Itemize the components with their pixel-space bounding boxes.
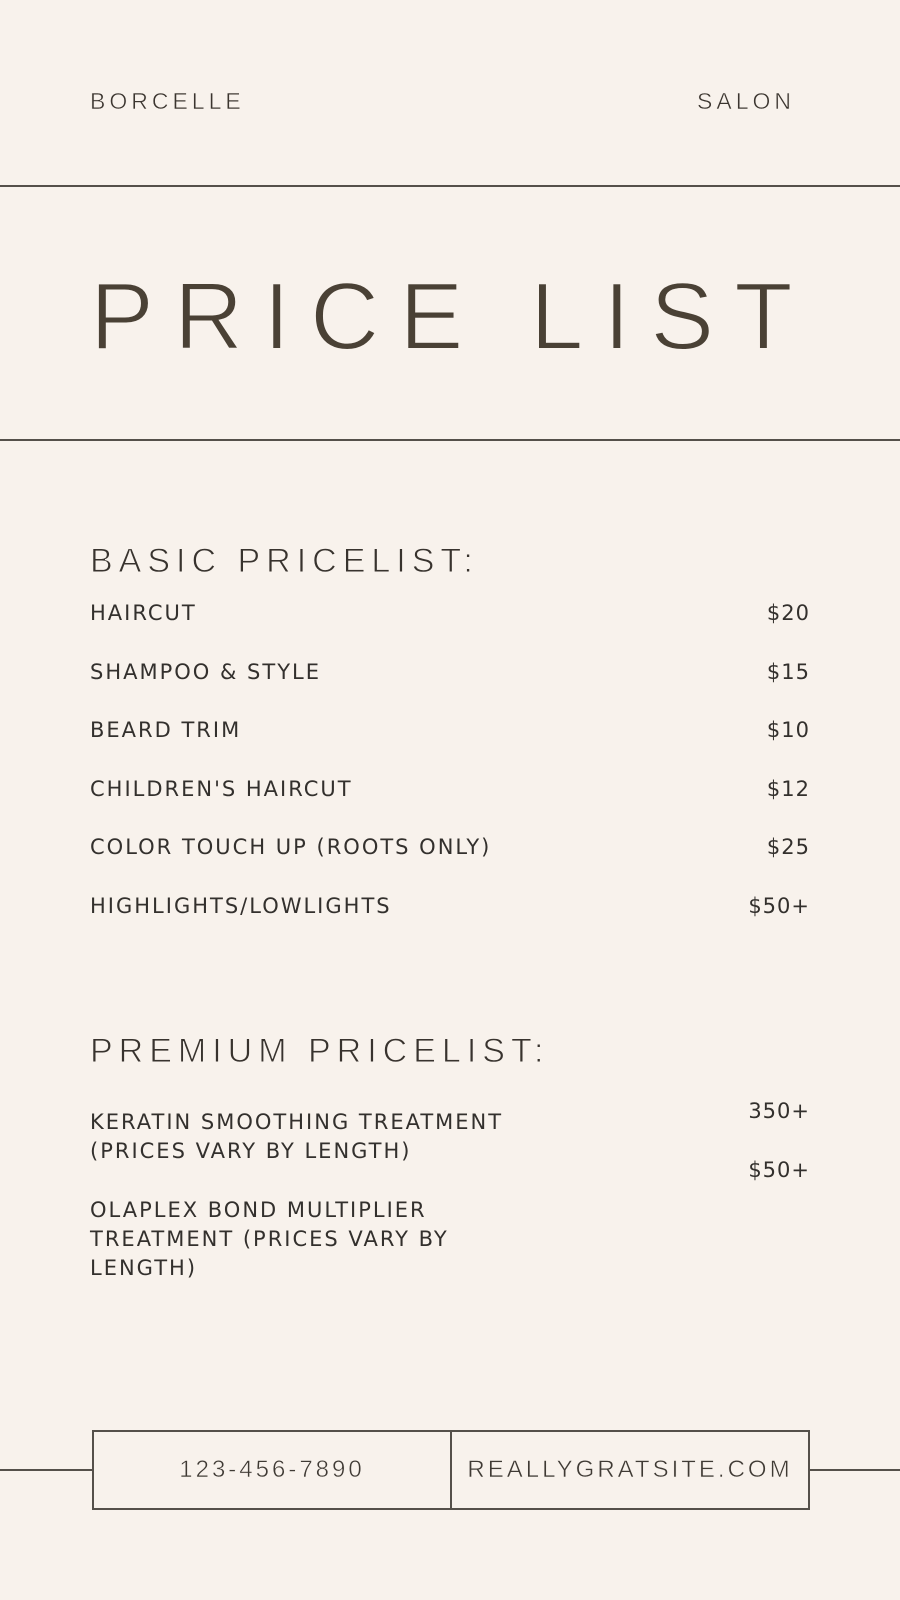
service-label: HIGHLIGHTS/LOWLIGHTS — [90, 893, 392, 918]
price-row — [90, 716, 810, 775]
service-price: $25 — [766, 835, 810, 859]
premium-section-heading: PREMIUM PRICELIST: — [90, 1032, 550, 1070]
service-label: BEARD TRIM — [90, 718, 242, 742]
footer-right-rule — [810, 1469, 900, 1471]
price-row — [90, 599, 810, 658]
service-label: KERATIN SMOOTHING TREATMENT (PRICES VARY BY LENGTH) — [90, 1110, 504, 1163]
service-label: CHILDREN'S HAIRCUT — [90, 776, 353, 801]
service-price: $15 — [766, 659, 810, 684]
service-label: HAIRCUT — [90, 601, 197, 625]
price-row — [90, 892, 810, 951]
premium-price-rows — [90, 1095, 810, 1315]
service-price: $50+ — [748, 1158, 810, 1182]
page-title: PRICE LIST — [90, 263, 813, 370]
service-price: $20 — [766, 601, 810, 625]
service-label: OLAPLEX BOND MULTIPLIER TREATMENT (PRICES VARY BY LENGTH) — [90, 1198, 449, 1280]
price-row — [90, 833, 810, 892]
service-price: $50+ — [748, 893, 810, 918]
title-divider — [0, 439, 900, 441]
phone-number: 123-456-7890 — [179, 1456, 365, 1483]
price-row — [90, 775, 810, 834]
brand-name: BORCELLE — [90, 88, 245, 114]
price-row — [90, 658, 810, 717]
footer-contact-box — [92, 1430, 810, 1510]
service-price: $10 — [766, 718, 810, 742]
basic-section-heading: BASIC PRICELIST: — [90, 542, 479, 580]
basic-price-rows — [90, 599, 810, 950]
service-label: COLOR TOUCH UP (ROOTS ONLY) — [90, 835, 492, 859]
service-price: 350+ — [748, 1099, 810, 1123]
service-price: $12 — [766, 776, 810, 801]
website-url: REALLYGRATSITE.COM — [450, 1432, 808, 1508]
header — [90, 88, 795, 115]
brand-tagline: SALON — [697, 88, 795, 114]
service-label: SHAMPOO & STYLE — [90, 659, 322, 684]
footer-left-rule — [0, 1469, 92, 1471]
top-divider — [0, 185, 900, 187]
